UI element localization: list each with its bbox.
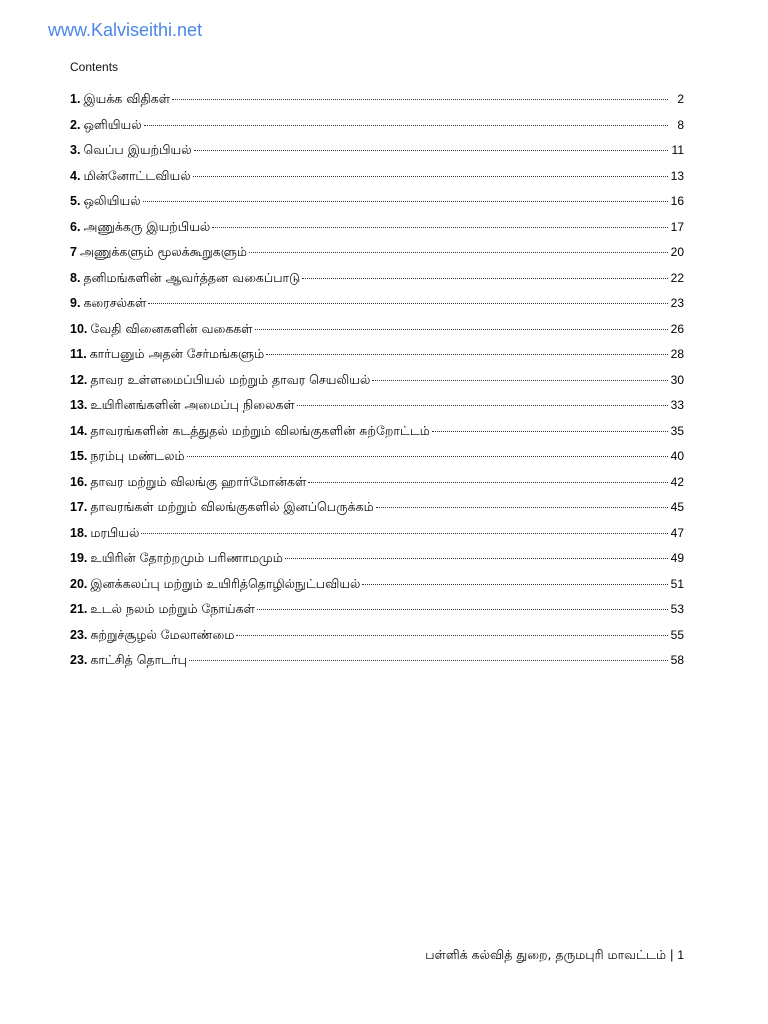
toc-entry-number: 11. bbox=[70, 347, 87, 361]
toc-entry-title: உயிரின் தோற்றமும் பரிணாமமும் bbox=[90, 550, 283, 565]
toc-entry-number: 4. bbox=[70, 168, 81, 183]
toc-dot-leader bbox=[432, 421, 668, 432]
toc-entry[interactable] bbox=[70, 647, 684, 673]
site-link[interactable]: www.Kalviseithi.net bbox=[48, 20, 203, 40]
toc-entry-page: 33 bbox=[670, 398, 684, 412]
toc-entry-title: தாவர மற்றும் விலங்கு ஹார்மோன்கள் bbox=[90, 473, 307, 489]
toc-entry-title: ஒளியியல் bbox=[83, 116, 142, 132]
toc-entry-page: 51 bbox=[670, 576, 684, 591]
toc-entry[interactable] bbox=[70, 494, 684, 520]
toc-dot-leader bbox=[236, 625, 668, 636]
toc-entry-number: 10. bbox=[70, 321, 88, 336]
page-footer bbox=[425, 947, 684, 964]
footer-separator: | bbox=[670, 948, 674, 962]
toc-entry[interactable] bbox=[70, 418, 684, 444]
toc-entry-number: 21. bbox=[70, 602, 88, 616]
toc-entry-page: 22 bbox=[670, 270, 684, 285]
toc-dot-leader bbox=[141, 523, 668, 534]
toc-entry-title: கார்பனும் அதன் சேர்மங்களும் bbox=[89, 346, 265, 361]
toc-entry[interactable] bbox=[70, 622, 684, 648]
toc-entry[interactable] bbox=[70, 392, 684, 418]
toc-entry-number: 17. bbox=[70, 500, 88, 514]
toc-dot-leader bbox=[255, 319, 668, 330]
toc-entry-number: 6. bbox=[70, 219, 81, 234]
toc-entry-number: 23. bbox=[70, 627, 88, 642]
toc-entry-page: 20 bbox=[670, 245, 684, 259]
toc-entry-page: 17 bbox=[670, 219, 684, 234]
toc-entry-page: 13 bbox=[670, 168, 684, 183]
toc-dot-leader bbox=[302, 268, 668, 279]
toc-dot-leader bbox=[187, 446, 668, 457]
toc-entry-page: 55 bbox=[670, 627, 684, 642]
toc-entry-title: சுற்றுச்சூழல் மேலாண்மை bbox=[90, 626, 235, 642]
footer-text: பள்ளிக் கல்வித் துறை, தருமபுரி மாவட்டம் bbox=[425, 947, 667, 962]
toc-dot-leader bbox=[172, 89, 668, 100]
toc-entry[interactable] bbox=[70, 316, 684, 342]
toc-entry-number: 8. bbox=[70, 270, 81, 285]
toc-entry-number: 13. bbox=[70, 398, 88, 412]
toc-entry-title: உயிரினங்களின் அமைப்பு நிலைகள் bbox=[90, 397, 295, 412]
toc-entry-number: 5. bbox=[70, 194, 81, 208]
toc-entry[interactable] bbox=[70, 341, 684, 367]
toc-dot-leader bbox=[285, 548, 668, 559]
toc-entry-page: 49 bbox=[670, 551, 684, 565]
toc-entry-title: அணுக்களும் மூலக்கூறுகளும் bbox=[79, 244, 247, 259]
toc-entry-title: மரபியல் bbox=[90, 524, 140, 540]
toc-dot-leader bbox=[362, 574, 668, 585]
page-number: 1 bbox=[677, 948, 684, 962]
toc-entry-page: 26 bbox=[670, 321, 684, 336]
toc-entry[interactable] bbox=[70, 214, 684, 240]
toc-entry-page: 42 bbox=[670, 474, 684, 489]
toc-entry-page: 47 bbox=[670, 525, 684, 540]
toc-entry[interactable] bbox=[70, 112, 684, 138]
contents-heading: Contents bbox=[70, 60, 119, 74]
toc-entry-number: 14. bbox=[70, 423, 88, 438]
toc-entry[interactable] bbox=[70, 163, 684, 189]
toc-entry[interactable] bbox=[70, 86, 684, 112]
toc-entry-title: அணுக்கரு இயற்பியல் bbox=[83, 218, 211, 234]
toc-dot-leader bbox=[257, 599, 668, 610]
toc-entry-page: 8 bbox=[677, 117, 684, 132]
toc-entry[interactable] bbox=[70, 571, 684, 597]
toc-dot-leader bbox=[212, 217, 668, 228]
toc-entry[interactable] bbox=[70, 290, 684, 316]
toc-entry-page: 40 bbox=[670, 449, 684, 463]
toc-entry-page: 16 bbox=[670, 194, 684, 208]
toc-entry-title: இனக்கலப்பு மற்றும் உயிரித்தொழில்நுட்பவியல் bbox=[90, 575, 361, 591]
toc-entry[interactable] bbox=[70, 469, 684, 495]
toc-entry-page: 2 bbox=[677, 92, 684, 106]
toc-entry-page: 53 bbox=[670, 602, 684, 616]
toc-entry-number: 2. bbox=[70, 117, 81, 132]
toc-entry[interactable] bbox=[70, 520, 684, 546]
toc-entry-title: மின்னோட்டவியல் bbox=[83, 167, 191, 183]
toc-dot-leader bbox=[376, 497, 668, 508]
toc-dot-leader bbox=[308, 472, 668, 483]
toc-entry[interactable] bbox=[70, 137, 684, 163]
toc-entry-page: 30 bbox=[670, 372, 684, 387]
table-of-contents bbox=[70, 86, 684, 673]
toc-entry-title: தனிமங்களின் ஆவர்த்தன வகைப்பாடு bbox=[83, 269, 301, 285]
toc-dot-leader bbox=[189, 650, 668, 661]
toc-entry-number: 19. bbox=[70, 551, 88, 565]
toc-entry[interactable] bbox=[70, 596, 684, 622]
toc-dot-leader bbox=[194, 140, 668, 151]
toc-entry-title: தாவரங்கள் மற்றும் விலங்குகளில் இனப்பெருக்கம் bbox=[90, 499, 374, 514]
toc-dot-leader bbox=[193, 166, 668, 177]
toc-entry-title: தாவரங்களின் கடத்துதல் மற்றும் விலங்குகளின் சுற்றோட்டம் bbox=[90, 422, 430, 438]
toc-entry-number: 12. bbox=[70, 372, 88, 387]
toc-entry[interactable] bbox=[70, 367, 684, 393]
toc-entry-number: 20. bbox=[70, 576, 88, 591]
toc-entry-number: 23. bbox=[70, 653, 88, 667]
toc-dot-leader bbox=[249, 242, 668, 253]
toc-entry-title: நரம்பு மண்டலம் bbox=[90, 448, 185, 463]
toc-entry[interactable] bbox=[70, 265, 684, 291]
toc-entry-title: வேதி வினைகளின் வகைகள் bbox=[90, 320, 253, 336]
toc-entry-title: காட்சித் தொடர்பு bbox=[90, 652, 187, 667]
toc-dot-leader bbox=[297, 395, 668, 406]
toc-entry-page: 11 bbox=[671, 143, 684, 157]
toc-entry-title: கரைசல்கள் bbox=[83, 295, 147, 310]
toc-entry-number: 16. bbox=[70, 474, 88, 489]
toc-entry-page: 35 bbox=[670, 423, 684, 438]
toc-entry-title: வெப்ப இயற்பியல் bbox=[83, 142, 192, 157]
toc-entry-number: 15. bbox=[70, 449, 88, 463]
toc-dot-leader bbox=[144, 115, 668, 126]
toc-entry-title: தாவர உள்ளமைப்பியல் மற்றும் தாவர செயலியல் bbox=[90, 371, 371, 387]
toc-entry-title: இயக்க விதிகள் bbox=[83, 91, 171, 106]
toc-entry-number: 18. bbox=[70, 525, 88, 540]
toc-dot-leader bbox=[266, 344, 668, 355]
toc-entry-title: ஒலியியல் bbox=[83, 193, 141, 208]
toc-dot-leader bbox=[143, 191, 668, 202]
toc-entry-number: 7 bbox=[70, 245, 77, 259]
toc-entry-page: 45 bbox=[670, 500, 684, 514]
toc-entry-number: 9. bbox=[70, 296, 81, 310]
toc-entry-number: 3. bbox=[70, 143, 81, 157]
toc-entry-number: 1. bbox=[70, 92, 81, 106]
toc-entry[interactable] bbox=[70, 188, 684, 214]
toc-entry[interactable] bbox=[70, 239, 684, 265]
toc-entry-page: 28 bbox=[670, 347, 684, 361]
toc-entry-page: 58 bbox=[670, 653, 684, 667]
toc-entry-page: 23 bbox=[670, 296, 684, 310]
toc-entry-title: உடல் நலம் மற்றும் நோய்கள் bbox=[90, 601, 255, 616]
toc-entry[interactable] bbox=[70, 443, 684, 469]
toc-entry[interactable] bbox=[70, 545, 684, 571]
toc-dot-leader bbox=[148, 293, 668, 304]
toc-dot-leader bbox=[372, 370, 668, 381]
